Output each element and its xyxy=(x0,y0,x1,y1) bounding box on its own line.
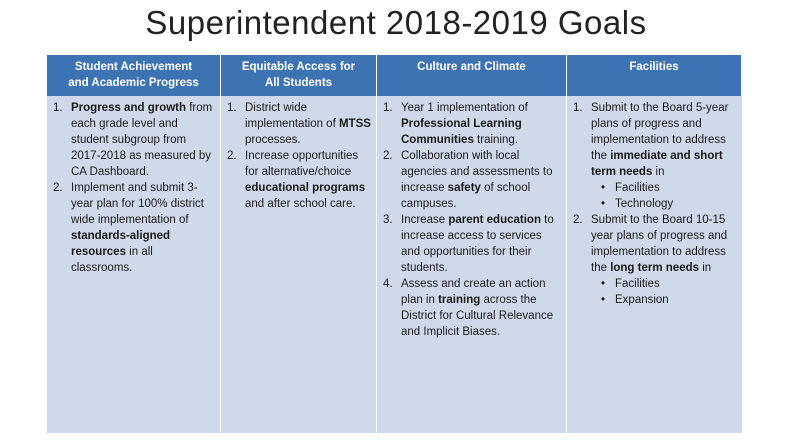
goal-text-part: across the District for Cultural Relevance and Implicit Biases. xyxy=(401,294,554,338)
column-cell-student-achievement xyxy=(47,96,221,433)
sub-bullet-text: Technology xyxy=(615,198,674,210)
goal-text-part: District wide implementation of xyxy=(245,102,339,130)
goal-item xyxy=(223,148,372,212)
sub-bullet-item xyxy=(591,196,738,212)
goal-number: 1. xyxy=(227,102,237,114)
bullet-icon: • xyxy=(600,198,606,210)
header-line: Equitable Access for xyxy=(241,61,356,73)
goal-text-part: from each grade level and student subgroup from 2017-2018 as measured by CA Dashboard. xyxy=(71,102,213,178)
goal-text-part: in all classrooms. xyxy=(71,246,153,274)
goal-item xyxy=(569,212,738,308)
sub-bullet-text: Expansion xyxy=(615,294,669,306)
goal-number: 4. xyxy=(383,278,393,290)
sub-bullet-text: Facilities xyxy=(615,182,660,194)
goal-text-part: processes. xyxy=(245,134,301,146)
goal-text-part: in xyxy=(652,166,665,178)
goal-item xyxy=(569,100,738,212)
sub-bullet-list xyxy=(591,180,738,212)
goal-item xyxy=(379,148,562,212)
sub-bullet-list xyxy=(591,276,738,308)
goal-emphasis: training xyxy=(438,294,481,306)
goal-number: 1. xyxy=(53,102,63,114)
goal-text-part: Increase xyxy=(401,214,449,226)
goal-text xyxy=(71,100,216,180)
goal-text-part: in xyxy=(699,262,712,274)
goal-text xyxy=(591,212,738,308)
sub-bullet-item xyxy=(591,292,738,308)
column-header-culture-climate xyxy=(377,55,567,96)
goal-emphasis: parent education xyxy=(448,214,541,226)
goal-emphasis: long term needs xyxy=(610,262,700,274)
goal-item xyxy=(379,276,562,340)
column-header-student-achievement xyxy=(47,55,221,96)
goal-number: 2. xyxy=(53,182,63,194)
column-cell-equitable-access xyxy=(221,96,377,433)
goal-text xyxy=(401,148,562,212)
goal-text-part: Submit to the Board 5-year plans of progress and implementation to address the xyxy=(591,102,729,162)
header-line: Facilities xyxy=(629,61,679,73)
goal-number: 2. xyxy=(573,214,583,226)
goal-number: 1. xyxy=(383,102,393,114)
goal-text xyxy=(71,180,216,276)
goal-text-part: of school campuses. xyxy=(401,182,531,210)
sub-bullet-item xyxy=(591,276,738,292)
header-line: and Academic Progress xyxy=(68,77,199,89)
column-cell-facilities xyxy=(567,96,742,433)
page-title: Superintendent 2018-2019 Goals xyxy=(145,4,647,41)
goal-text-part: Collaboration with local agencies and assessments to increase xyxy=(401,150,553,194)
goals-table xyxy=(47,55,742,433)
goal-emphasis: educational programs xyxy=(245,182,366,194)
goal-emphasis: standards-aligned resources xyxy=(71,230,171,258)
header-line: Student Achievement xyxy=(74,61,193,73)
bullet-icon: • xyxy=(600,182,606,194)
goal-number: 2. xyxy=(383,150,393,162)
goal-number: 3. xyxy=(383,214,393,226)
goal-emphasis: safety xyxy=(447,182,481,194)
sub-bullet-text: Facilities xyxy=(615,278,660,290)
goal-text xyxy=(245,148,372,212)
goal-text xyxy=(591,100,738,212)
goal-text-part: Assess and create an action plan in xyxy=(401,278,546,306)
goal-list xyxy=(223,100,372,212)
goal-item xyxy=(223,100,372,148)
bullet-icon: • xyxy=(600,278,606,290)
goal-text xyxy=(401,276,562,340)
goal-number: 2. xyxy=(227,150,237,162)
goal-text-part: and after school care. xyxy=(245,198,356,210)
goal-text xyxy=(245,100,372,148)
column-header-equitable-access xyxy=(221,55,377,96)
sub-bullet-item xyxy=(591,180,738,196)
goal-list xyxy=(49,100,216,276)
header-line: Culture and Climate xyxy=(417,61,526,73)
goal-emphasis: immediate and short term needs xyxy=(591,150,723,178)
goal-text-part: to increase access to services and opportunities for their students. xyxy=(401,214,554,274)
goal-number: 1. xyxy=(573,102,583,114)
column-header-facilities xyxy=(567,55,742,96)
goal-list xyxy=(569,100,738,308)
goal-text xyxy=(401,212,562,276)
goal-list xyxy=(379,100,562,340)
goal-item xyxy=(379,212,562,276)
goal-text xyxy=(401,100,562,148)
column-cell-culture-climate xyxy=(377,96,567,433)
goal-emphasis: MTSS xyxy=(338,118,371,130)
goal-item xyxy=(49,100,216,180)
goal-item xyxy=(379,100,562,148)
bullet-icon: • xyxy=(600,294,606,306)
goal-text-part: Submit to the Board 10-15 year plans of progress and implementation to address the xyxy=(591,214,728,274)
goal-text-part: Implement and submit 3-year plan for 100% district wide implementation of xyxy=(71,182,204,226)
goal-item xyxy=(49,180,216,276)
goal-text-part: Year 1 implementation of xyxy=(401,102,528,114)
goal-emphasis: Progress and growth xyxy=(71,102,187,114)
goal-text-part: Increase opportunities for alternative/choice xyxy=(245,150,359,178)
header-line: All Students xyxy=(264,77,333,89)
goal-text-part: training. xyxy=(473,134,518,146)
goal-emphasis: Professional Learning Communities xyxy=(401,118,522,146)
